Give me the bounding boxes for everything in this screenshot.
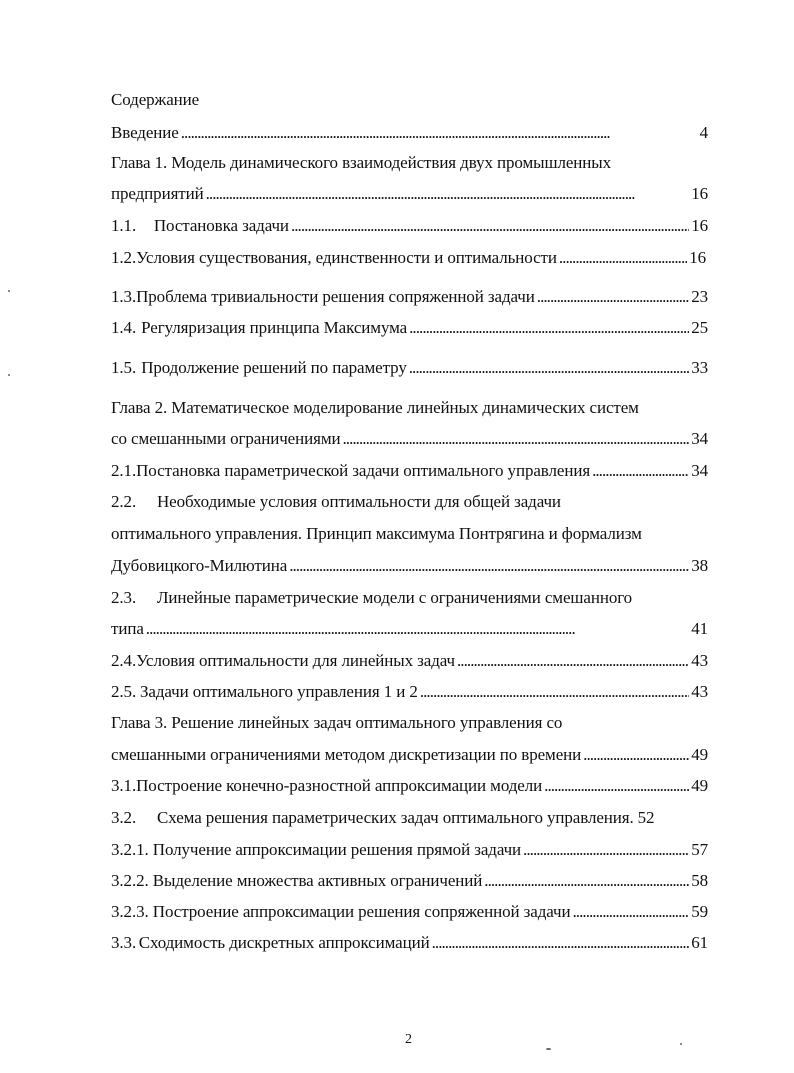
scan-speck [8,374,10,376]
entry-page: 25 [691,318,708,337]
entry-text: Сходимость дискретных аппроксимаций [138,933,430,952]
entry-text: Постановка параметрической задачи оптимального управления [136,461,591,480]
section-number: 1.5. [111,358,137,377]
toc-entry [111,808,708,828]
entry-text: Линейные параметрические модели с ограничениями смешанного [157,588,633,607]
chapter-heading [111,153,611,173]
entry-text: Схема решения параметрических задач оптимального управления. [157,808,634,827]
scan-speck [546,1048,551,1050]
chapter-heading [111,398,639,418]
entry-page: 43 [691,651,708,670]
entry-text: Задачи оптимального управления 1 и 2 [140,682,418,701]
toc-entry [111,745,708,765]
entry-page: 16 [691,184,708,203]
entry-page: 4 [699,123,708,142]
toc-entry [111,429,708,449]
entry-text: 3.2.1. Получение аппроксимации решения прямой задачи [111,840,522,859]
entry-text: Дубовицкого-Милютина [111,556,288,575]
section-number: 1.1. [111,216,137,235]
entry-page: 23 [691,287,708,306]
entry-page: 33 [691,358,708,377]
entry-page: 16 [689,248,706,267]
section-number: 3.2. [111,808,137,827]
toc-entry [111,933,708,953]
toc-entry [111,651,708,671]
entry-text: оптимального управления. Принцип максимума Понтрягина и формализм [111,524,642,543]
toc-title: Содержание [111,90,200,109]
section-number: 2.3. [111,588,137,607]
entry-text: Проблема тривиальности решения сопряженной задачи [136,287,535,306]
section-number: 1.4. [111,318,137,337]
scan-speck [8,290,10,292]
toc-entry [111,619,708,639]
toc-entry [111,871,708,891]
entry-page: 41 [691,619,708,638]
scan-speck [680,1043,682,1045]
entry-text: Условия существования, единственности и оптимальности [136,248,557,267]
entry-text: Построение конечно-разностной аппроксимации модели [136,776,543,795]
entry-text: Постановка задачи [153,216,289,235]
section-number: 2.1. [111,461,137,480]
toc-entry [111,492,561,512]
entry-page: 58 [691,871,708,890]
entry-text: Глава 3. Решение линейных задач оптимального управления со [111,713,563,732]
page-number: 2 [405,1032,412,1047]
entry-page: 49 [691,745,708,764]
entry-text: предприятий [111,184,204,203]
entry-text: со смешанными ограничениями [111,429,341,448]
entry-page: 34 [691,461,708,480]
toc-entry [111,776,708,796]
section-number: 2.2. [111,492,137,511]
entry-text: Необходимые условия оптимальности для общей задачи [157,492,561,511]
section-number: 3.1. [111,776,137,795]
toc-entry [111,902,708,922]
toc-entry [111,248,706,268]
section-number: 2.4. [111,651,137,670]
entry-page: 38 [691,556,708,575]
toc-entry [111,287,708,307]
toc-entry [111,556,708,576]
entry-text: типа [111,619,144,638]
section-number: 1.2. [111,248,137,267]
toc-entry-continuation [111,524,642,544]
entry-text: Введение [111,123,179,142]
entry-text: Глава 1. Модель динамического взаимодействия двух промышленных [111,153,612,172]
entry-page: 34 [691,429,708,448]
entry-page: 59 [691,902,708,921]
section-number: 2.5. [111,682,137,701]
toc-entry [111,184,708,204]
entry-text: 3.2.3. Построение аппроксимации решения сопряженной задачи [111,902,571,921]
entry-text: Регуляризация принципа Максимума [141,318,408,337]
entry-text: смешанными ограничениями методом дискретизации по времени [111,745,582,764]
toc-entry [111,840,708,860]
entry-page: 52 [637,808,655,827]
toc-entry [111,123,708,143]
section-number: 1.3. [111,287,137,306]
entry-page: 57 [691,840,708,859]
toc-entry [111,318,708,338]
entry-page: 16 [691,216,708,235]
chapter-heading [111,713,562,733]
entry-text: Продолжение решений по параметру [141,358,407,377]
toc-entry [111,682,708,702]
entry-page: 61 [691,933,708,952]
entry-page: 43 [691,682,708,701]
toc-entry [111,461,708,481]
toc-entry [111,588,632,608]
entry-text: 3.2.2. Выделение множества активных ограничений [111,871,483,890]
toc-entry [111,358,708,378]
entry-text: Условия оптимальности для линейных задач [136,651,455,670]
entry-page: 49 [691,776,708,795]
entry-text: Глава 2. Математическое моделирование линейных динамических систем [111,398,639,417]
toc-entry [111,216,708,236]
section-number: 3.3. [111,933,137,952]
